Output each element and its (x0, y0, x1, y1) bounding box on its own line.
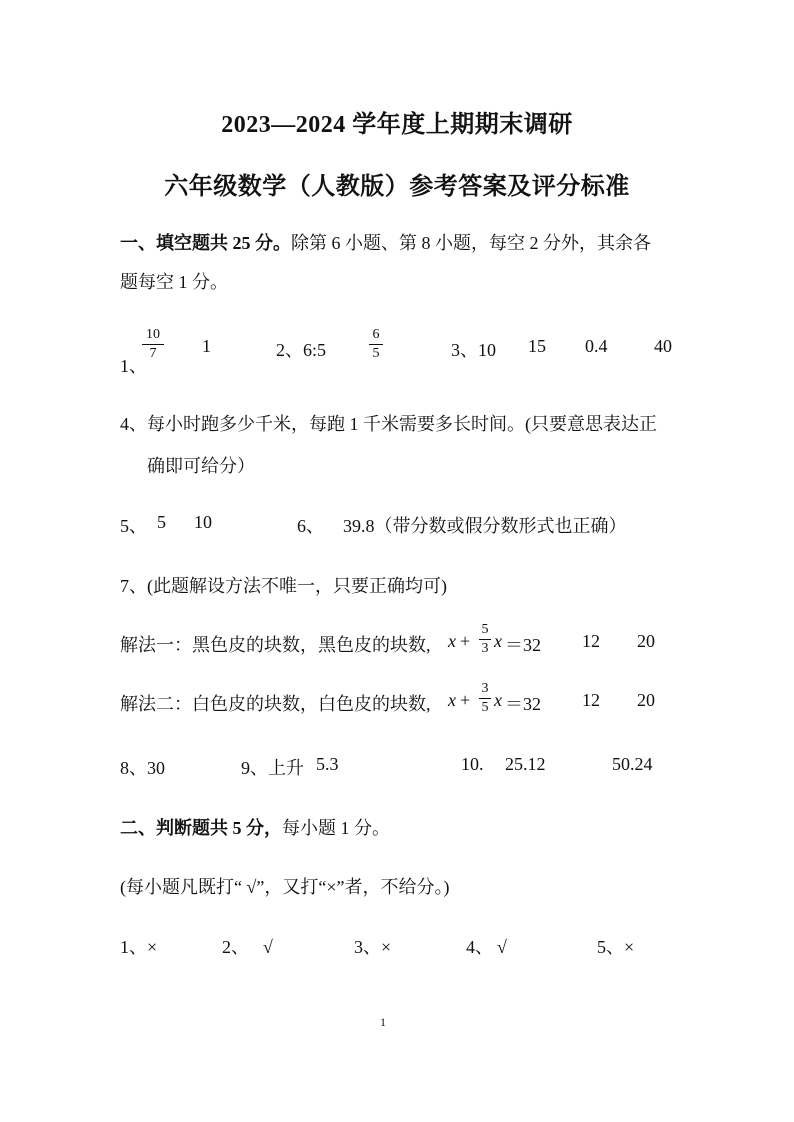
q7-method2-frac-num: 3 (481, 681, 489, 696)
section2-note: (每小题凡既打“ √”，又打“×”者，不给分。) (120, 877, 450, 897)
q5-answer-1: 5 (157, 512, 166, 532)
check-mark-icon: √ (263, 937, 273, 957)
q10-answer-2: 50.24 (612, 754, 653, 774)
q4-line1: 4、每小时跑多少千米，每跑 1 千米需要多长时间。(只要意思表达正 (120, 414, 657, 434)
q1-frac-num: 10 (146, 327, 160, 342)
q7-method1-answer-2: 20 (637, 631, 655, 651)
q2-frac-den: 5 (372, 346, 380, 361)
section2-line (120, 814, 390, 840)
check-mark-icon: √ (497, 937, 507, 957)
q7-intro: 7、(此题解设方法不唯一，只要正确均可) (120, 576, 447, 596)
q7-method2-fraction (479, 681, 491, 716)
q5-answer-2: 10 (194, 512, 212, 532)
q7-method1-text: 解法一：黑色皮的块数，黑色皮的块数, (120, 635, 431, 655)
q1-frac-den: 7 (149, 346, 157, 361)
judge-answer-5: 5、× (597, 937, 635, 957)
q7-method1-fraction (479, 622, 491, 657)
q10-answer-1: 25.12 (505, 754, 546, 774)
section1-line1 (120, 229, 651, 255)
q8-label: 8、30 (120, 758, 165, 778)
q3-label: 3、10 (451, 340, 496, 360)
q7-method2-text: 解法二：白色皮的块数，白色皮的块数, (120, 694, 431, 714)
q6-answer: 39.8（带分数或假分数形式也正确） (343, 516, 627, 536)
q1-label: 1、 (120, 356, 147, 376)
q2-frac-num: 6 (372, 327, 380, 342)
q9-label: 9、上升 (241, 758, 304, 778)
q6-label: 6、 (297, 516, 324, 536)
q1-answer-2: 1 (202, 336, 211, 356)
q3-answer-4: 40 (654, 336, 672, 356)
section1-heading: 一、填空题共 25 分。 (120, 233, 291, 253)
judge-answer-2 (222, 933, 273, 959)
q10-label: 10. (461, 754, 484, 774)
q7-method2-frac-den: 5 (481, 700, 489, 715)
q7-method2-answer-1: 12 (582, 690, 600, 710)
judge-answer-4-label: 4、 (466, 937, 493, 957)
q9-answer: 5.3 (316, 754, 339, 774)
q7-method1-frac-num: 5 (481, 622, 489, 637)
q7-method1-plus: + (460, 631, 471, 651)
judge-answer-2-label: 2、 (222, 937, 249, 957)
q2-label: 2、6:5 (276, 340, 327, 360)
q3-answer-2: 15 (528, 336, 546, 356)
q5-label: 5、 (120, 516, 147, 536)
section2-heading: 二、判断题共 5 分， (120, 818, 282, 838)
section1-desc-line1: 除第 6 小题、第 8 小题，每空 2 分外，其余各 (291, 233, 651, 253)
q7-method2-answer-2: 20 (637, 690, 655, 710)
title-line-1: 2023—2024 学年度上期期末调研 (221, 112, 573, 138)
q7-method1-eq: ＝32 (505, 635, 541, 655)
q7-method1-frac-den: 3 (481, 641, 489, 656)
q2-fraction (369, 327, 383, 362)
judge-answer-4 (466, 933, 507, 959)
q1-fraction (142, 327, 164, 362)
q7-method1-x1: x (448, 631, 456, 651)
q7-method1-x2: x (494, 631, 502, 651)
section2-desc: 每小题 1 分。 (282, 818, 390, 838)
judge-answer-3: 3、× (354, 937, 392, 957)
section1-desc-line2: 题每空 1 分。 (120, 272, 228, 292)
q7-method2-eq: ＝32 (505, 694, 541, 714)
judge-answer-1: 1、× (120, 937, 158, 957)
q7-method2-x2: x (494, 690, 502, 710)
page-number: 1 (380, 1015, 386, 1029)
q7-method2-plus: + (460, 690, 471, 710)
q7-method2-x1: x (448, 690, 456, 710)
title-line-2: 六年级数学（人教版）参考答案及评分标准 (164, 174, 630, 200)
q3-answer-3: 0.4 (585, 336, 608, 356)
q4-line2: 确即可给分） (147, 456, 255, 476)
q7-method1-answer-1: 12 (582, 631, 600, 651)
